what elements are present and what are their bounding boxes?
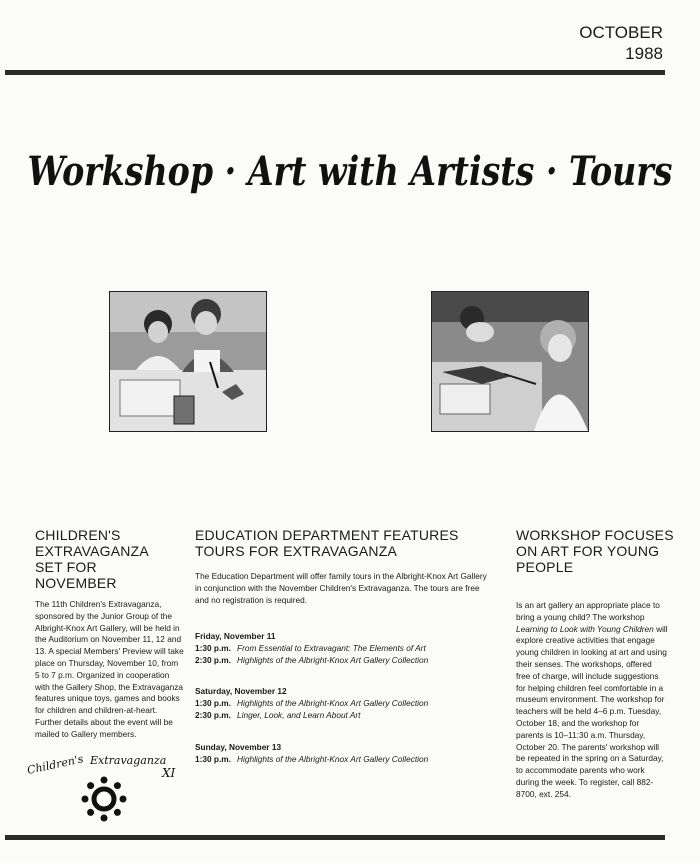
banner-title-text: Workshop · Art with Artists · Tours (27, 148, 673, 195)
schedule-row (195, 710, 495, 722)
tour-time: 1:30 p.m. (195, 753, 231, 764)
schedule-day: Saturday, November 12 (195, 686, 287, 696)
workshop-body-rest: will explore creative activities that engage young children in looking at art and using their senses. The workshops, offered free of charge, will include suggestions for helping children feel comfortable in a museum environment. The workshop for teachers will be held 4–6 p.m. Tuesday, October 18, and the workshop for parents is 10–11:30 a.m. Thursday, October 20. The parents' workshop will be repeated in the spring on a Saturday, to accommodate parents who work during the week. To register, call 882-8700, ext. 254. (516, 623, 668, 799)
workshop-body (516, 600, 668, 801)
schedule-row (195, 754, 495, 766)
extravaganza-logo (22, 746, 182, 826)
tour-title: Highlights of the Albright-Knox Art Gallery Collection (237, 697, 429, 708)
top-rule (5, 70, 665, 75)
banner-title (0, 135, 700, 215)
logo-line1: Children's (25, 752, 85, 777)
tour-time: 2:30 p.m. (195, 709, 231, 720)
tour-title: Highlights of the Albright-Knox Art Gallery Collection (237, 654, 429, 665)
workshop-body-intro: Is an art gallery an appropriate place to bring a young child? The workshop (516, 600, 660, 622)
schedule-saturday (195, 686, 495, 721)
issue-month: OCTOBER (579, 23, 663, 42)
children-painting-photo (109, 291, 267, 432)
tour-time: 2:30 p.m. (195, 654, 231, 665)
tour-title: Highlights of the Albright-Knox Art Gallery Collection (237, 753, 429, 764)
girl-painting-photo (431, 291, 589, 432)
logo-numeral: XI (162, 766, 176, 780)
extravaganza-headline: CHILDREN'S EXTRAVAGANZA SET FOR NOVEMBER (35, 527, 149, 591)
workshop-headline: WORKSHOP FOCUSES ON ART FOR YOUNG PEOPLE (516, 527, 674, 575)
schedule-friday (195, 631, 495, 666)
tour-time: 1:30 p.m. (195, 642, 231, 653)
schedule-day: Sunday, November 13 (195, 742, 282, 752)
tour-time: 1:30 p.m. (195, 697, 231, 708)
schedule-sunday (195, 742, 495, 766)
schedule-row (195, 655, 495, 667)
workshop-title: Learning to Look with Young Children (516, 623, 654, 634)
schedule-day: Friday, November 11 (195, 631, 276, 641)
schedule-row (195, 698, 495, 710)
tours-headline: EDUCATION DEPARTMENT FEATURES TOURS FOR EXTRAVAGANZA (195, 527, 459, 559)
schedule-row (195, 643, 495, 655)
issue-date (579, 22, 663, 64)
logo-line2: Extravaganza (90, 754, 167, 767)
tour-title: From Essential to Extravagant: The Elements of Art (237, 642, 426, 653)
extravaganza-body: The 11th Children's Extravaganza, sponsored by the Junior Group of the Albright-Knox Art Gallery, will be held in the Auditorium on November 11, 12 and 13. A special Members' Preview will take place on Thursday, November 10, from 5 to 7 p.m. Organized in cooperation with the Gallery Shop, the Extravaganza features unique toys, games and books for children and children-at-heart. Further details about the event will be mailed to Gallery members. (35, 599, 184, 739)
tours-intro: The Education Department will offer family tours in the Albright-Knox Art Gallery in conjunction with the November Children's Extravaganza. The tours are free and no registration is required. (195, 571, 487, 605)
children-ring-icon (82, 777, 127, 822)
bottom-rule (5, 835, 665, 840)
tour-title: Linger, Look, and Learn About Art (237, 709, 361, 720)
issue-year: 1988 (625, 44, 663, 63)
